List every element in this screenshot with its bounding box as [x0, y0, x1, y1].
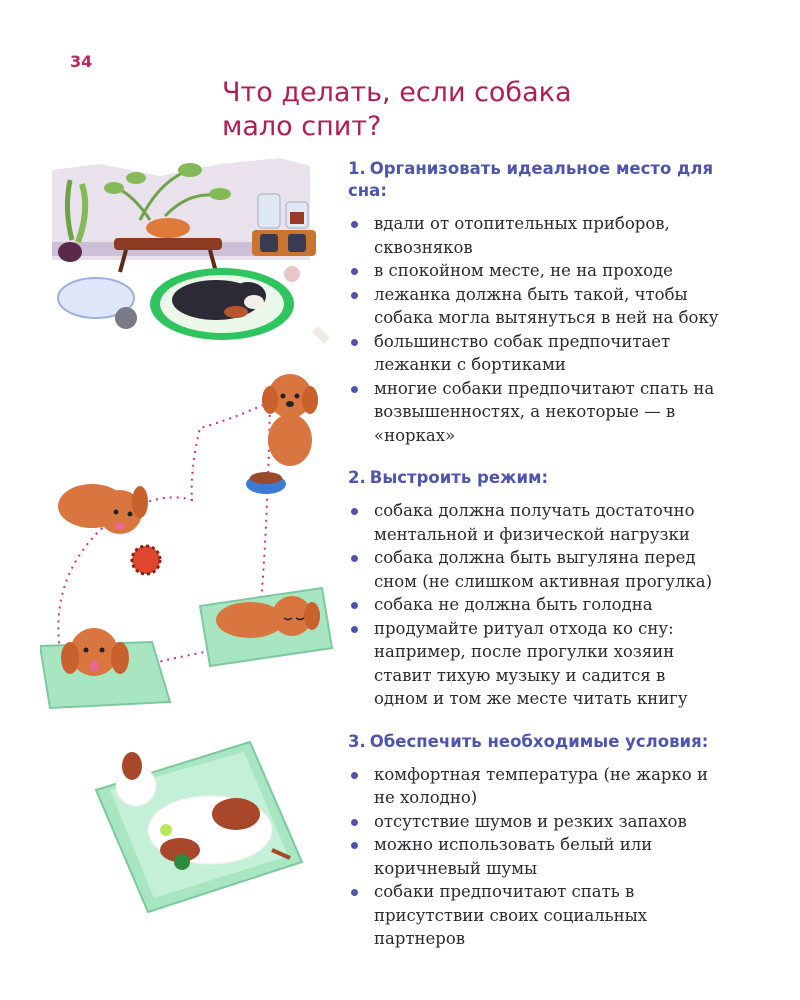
list-item: собака не должна быть голодна	[348, 593, 720, 617]
title-line-1: Что делать, если собака	[222, 77, 572, 108]
list-item: собаки предпочитают спать в присутствии своих социальных партнеров	[348, 880, 720, 951]
list-item: многие собаки предпочитают спать на возвышенностях, а некоторые — в «норках»	[348, 377, 720, 448]
section-title: 3. Обеспечить необходимые условия:	[348, 731, 709, 751]
list-item: большинство собак предпочитает лежанки с бортиками	[348, 330, 720, 377]
sleeping-terrier	[96, 742, 302, 912]
list-item: собака должна быть выгуляна перед сном (не слишком активная прогулка)	[348, 546, 720, 593]
advice-content	[348, 158, 720, 971]
food-bowl	[246, 472, 286, 494]
sitting-dog	[262, 374, 318, 466]
list-item: собака должна получать достаточно ментальной и физической нагрузки	[348, 499, 720, 546]
list-item: лежанка должна быть такой, чтобы собака могла вытянуться в ней на боку	[348, 283, 720, 330]
list-item: продумайте ритуал отхода ко сну: например, после прогулки хозяин ставит тихую музыку и садится в одном и том же месте читать книгу	[348, 617, 720, 711]
sleeping-puppy	[200, 588, 332, 666]
bullet-list	[348, 763, 720, 951]
page-title	[222, 76, 742, 144]
bullet-list	[348, 499, 720, 711]
lying-puppy	[40, 628, 170, 708]
section-sleep-place	[348, 158, 720, 447]
list-item: можно использовать белый или коричневый шумы	[348, 833, 720, 880]
playing-puppy	[58, 484, 148, 534]
list-item: в спокойном месте, не на проходе	[348, 259, 720, 283]
page-number: 34	[70, 52, 93, 71]
section-conditions	[348, 731, 720, 951]
room-scene	[52, 158, 330, 344]
list-item: комфортная температура (не жарко и не холодно)	[348, 763, 720, 810]
list-item: вдали от отопительных приборов, сквозняков	[348, 212, 720, 259]
bullet-list	[348, 212, 720, 447]
title-line-2: мало спит?	[222, 111, 382, 142]
dogs-illustration	[40, 150, 340, 930]
section-title: 1. Организовать идеальное место для сна:	[348, 159, 714, 200]
section-title: 2. Выстроить режим:	[348, 468, 549, 487]
spiky-ball-icon	[132, 546, 160, 574]
list-item: отсутствие шумов и резких запахов	[348, 810, 720, 834]
section-routine	[348, 467, 720, 711]
